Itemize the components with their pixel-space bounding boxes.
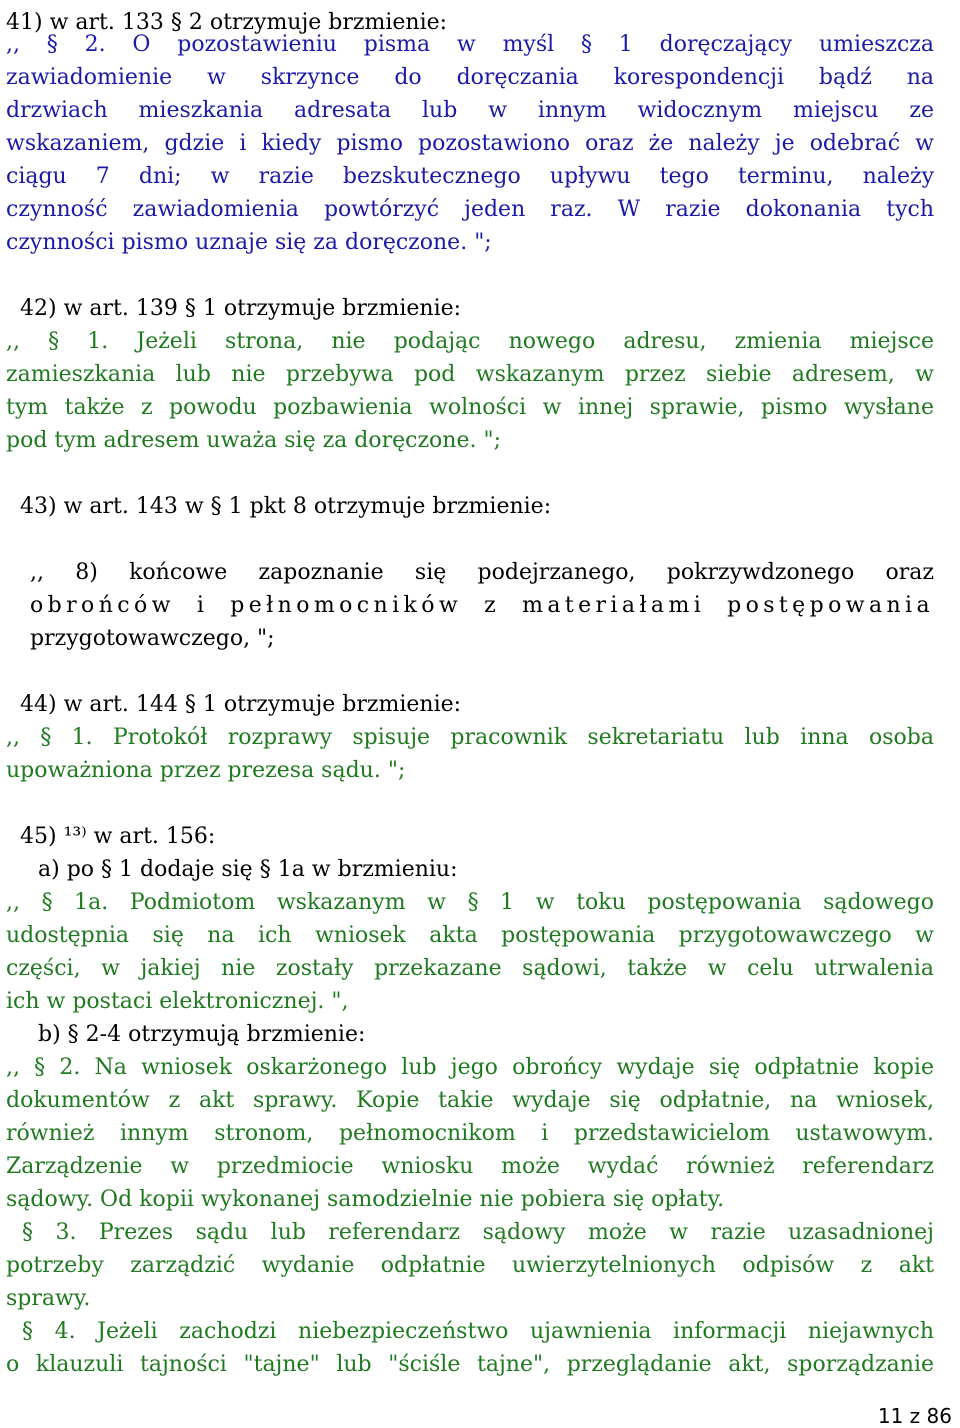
text-line: czynności pismo uznaje się za doręczone. "; bbox=[6, 230, 492, 255]
text-line: § 3. Prezes sądu lub referendarz sądowy może w razie uzasadnionej bbox=[22, 1220, 934, 1245]
text-line: czynność zawiadomienia powtórzyć jeden raz. W razie dokonania tych bbox=[6, 197, 934, 222]
text-line: sądowy. Od kopii wykonanej samodzielnie nie pobiera się opłaty. bbox=[6, 1187, 725, 1212]
text-line: 43) w art. 143 w § 1 pkt 8 otrzymuje brzmienie: bbox=[20, 494, 552, 519]
text-line: ,, § 2. Na wniosek oskarżonego lub jego obrońcy wydaje się odpłatnie kopie bbox=[6, 1055, 934, 1080]
text-line: również innym stronom, pełnomocnikom i przedstawicielom ustawowym. bbox=[6, 1121, 934, 1146]
text-line: obrońców i pełnomocników z materiałami postępowania bbox=[30, 593, 934, 618]
text-line: ,, § 1a. Podmiotom wskazanym w § 1 w toku postępowania sądowego bbox=[6, 890, 934, 915]
text-line: dokumentów z akt sprawy. Kopie takie wydaje się odpłatnie, na wniosek, bbox=[6, 1088, 934, 1113]
text-line: zamieszkania lub nie przebywa pod wskazanym przez siebie adresem, w bbox=[6, 362, 934, 387]
text-line: Zarządzenie w przedmiocie wniosku może wydać również referendarz bbox=[6, 1154, 934, 1179]
text-line: 41) w art. 133 § 2 otrzymuje brzmienie: bbox=[6, 10, 448, 35]
text-line: udostępnia się na ich wniosek akta postępowania przygotowawczego w bbox=[6, 923, 934, 948]
text-line: potrzeby zarządzić wydanie odpłatnie uwierzytelnionych odpisów z akt bbox=[6, 1253, 934, 1278]
text-line: § 4. Jeżeli zachodzi niebezpieczeństwo ujawnienia informacji niejawnych bbox=[22, 1319, 934, 1344]
text-line: upoważniona przez prezesa sądu. "; bbox=[6, 758, 406, 783]
text-line: pod tym adresem uważa się za doręczone. "; bbox=[6, 428, 502, 453]
text-line: o klauzuli tajności "tajne" lub "ściśle tajne", przeglądanie akt, sporządzanie bbox=[6, 1352, 934, 1377]
text-line: a) po § 1 dodaje się § 1a w brzmieniu: bbox=[38, 857, 458, 882]
text-line: ,, 8) końcowe zapoznanie się podejrzanego, pokrzywdzonego oraz bbox=[30, 560, 934, 585]
text-line: ich w postaci elektronicznej. ", bbox=[6, 989, 349, 1014]
text-line: części, w jakiej nie zostały przekazane sądowi, także w celu utrwalenia bbox=[6, 956, 934, 981]
text-line: 45) ¹³⁾ w art. 156: bbox=[20, 824, 216, 849]
text-line: przygotowawczego, "; bbox=[30, 626, 275, 651]
text-line: ciągu 7 dni; w razie bezskutecznego upływu tego terminu, należy bbox=[6, 164, 934, 189]
text-line: b) § 2-4 otrzymują brzmienie: bbox=[38, 1022, 366, 1047]
text-line: 44) w art. 144 § 1 otrzymuje brzmienie: bbox=[20, 692, 462, 717]
text-line: wskazaniem, gdzie i kiedy pismo pozostawiono oraz że należy je odebrać w bbox=[6, 131, 934, 156]
text-line: tym także z powodu pozbawienia wolności w innej sprawie, pismo wysłane bbox=[6, 395, 934, 420]
text-line: ,, § 2. O pozostawieniu pisma w myśl § 1 doręczający umieszcza bbox=[6, 32, 934, 57]
text-line: drzwiach mieszkania adresata lub w innym widocznym miejscu ze bbox=[6, 98, 934, 123]
text-line: zawiadomienie w skrzynce do doręczania korespondencji bądź na bbox=[6, 65, 934, 90]
text-line: 42) w art. 139 § 1 otrzymuje brzmienie: bbox=[20, 296, 462, 321]
text-line: ,, § 1. Protokół rozprawy spisuje pracownik sekretariatu lub inna osoba bbox=[6, 725, 934, 750]
page-number: 11 z 86 bbox=[877, 1404, 952, 1428]
text-line: sprawy. bbox=[6, 1286, 91, 1311]
text-line: ,, § 1. Jeżeli strona, nie podając nowego adresu, zmienia miejsce bbox=[6, 329, 934, 354]
